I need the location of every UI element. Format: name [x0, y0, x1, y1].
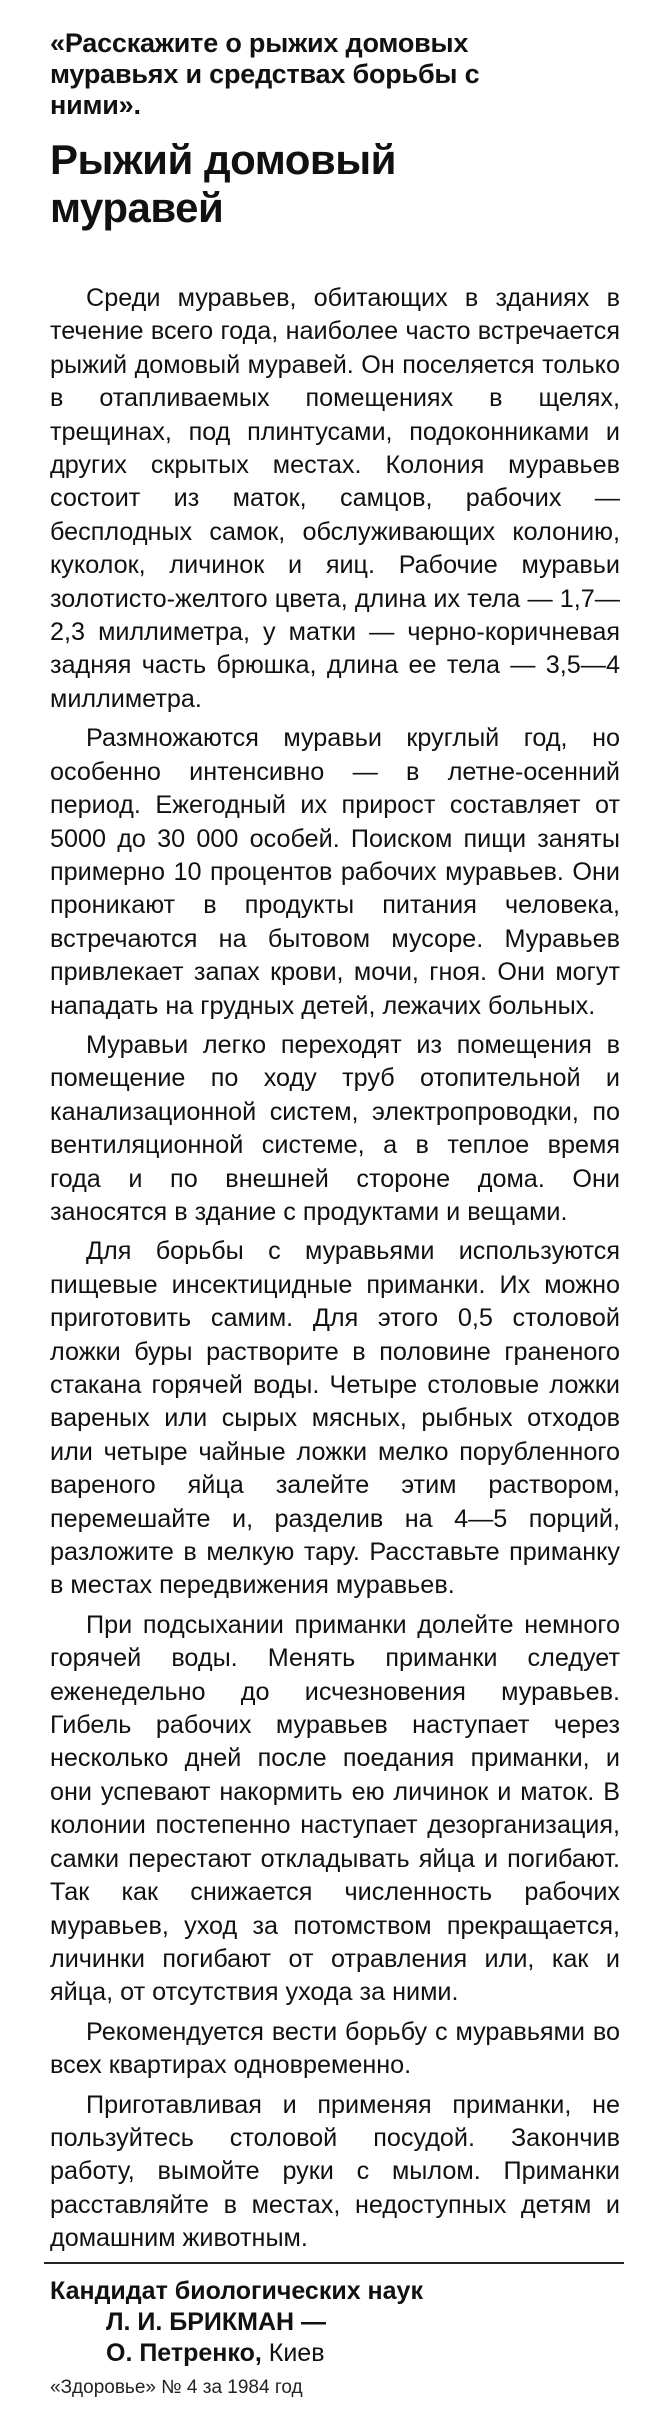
signature-divider [44, 2262, 624, 2264]
source-citation: «Здоровье» № 4 за 1984 год [50, 2377, 303, 2398]
paragraph-1: Среди муравьев, обитающих в зданиях в течение всего года, наиболее часто встречается рыжий домовый муравей. Он поселяется только в отапливаемых помещениях в щелях, трещинах, под плинтусами, подоконниками и других скрытых местах. Колония муравьев состоит из маток, самцов, рабочих — бесплодных самок, обслуживающих колонию, куколок, личинок и яиц. Рабочие муравьи золотисто-желтого цвета, длина их тела — 1,7—2,3 миллиметра, у матки — черно-коричневая задняя часть брюшка, длина ее тела — 3,5—4 миллиметра. [50, 284, 620, 713]
article-body [50, 282, 620, 2262]
author-degree: Кандидат биологических наук [50, 2277, 423, 2305]
author-name-2: О. Петренко, [106, 2339, 262, 2367]
paragraph-5: При подсыхании приманки долейте немного горячей воды. Менять приманки следует еженедельно до исчезновения муравьев. Гибель рабочих муравьев наступает через несколько дней после поедания приманки, и они успевают накормить ею личинок и маток. В колонии постепенно наступает дезорганизация, самки перестают откладывать яйца и погибают. Так как снижается численность рабочих муравьев, уход за потомством прекращается, личинки погибают от отравления или, как и яйца, от отсутствия ухода за ними. [50, 1610, 620, 2007]
author-signature [50, 2276, 610, 2369]
author-city: Киев [268, 2339, 325, 2367]
reader-question: «Расскажите о рыжих домовых муравьях и средствах борьбы с ними». [50, 28, 480, 120]
paragraph-6: Рекомендуется вести борьбу с муравьями во всех квартирах одновременно. [50, 2017, 620, 2080]
author-name-1: Л. И. БРИКМАН — [106, 2308, 327, 2336]
paragraph-7: Приготавливая и применяя приманки, не пользуйтесь столовой посудой. Закончив работу, вымойте руки с мылом. Приманки расставляйте в местах, недоступных детям и домашним животным. [50, 2090, 620, 2253]
author-line-2 [50, 2338, 610, 2369]
paragraph-4: Для борьбы с муравьями используются пищевые инсектицидные приманки. Их можно приготовить самим. Для этого 0,5 столовой ложки буры растворите в половине граненого стакана горячей воды. Четыре столовые ложки вареных или сырых мясных, рыбных отходов или четыре чайные ложки мелко порубленного вареного яйца залейте этим раствором, перемешайте и, разделив на 4—5 порций, разложите в мелкую тару. Расставьте приманку в местах передвижения муравьев. [50, 1237, 620, 1600]
paragraph-2: Размножаются муравьи круглый год, но особенно интенсивно — в летне-осенний период. Ежегодный их прирост составляет от 5000 до 30 000 особей. Поиском пищи заняты примерно 10 процентов рабочих муравьев. Они проникают в продукты питания человека, встречаются на бытовом мусоре. Муравьев привлекает запах крови, мочи, гноя. Они могут нападать на грудных детей, лежачих больных. [50, 724, 620, 1020]
article-title: Рыжий домовый муравей [50, 136, 396, 231]
paragraph-3: Муравьи легко переходят из помещения в помещение по ходу труб отопительной и канализационной систем, электропроводки, по вентиляционной системе, а в теплое время года и по внешней стороне дома. Они заносятся в здание с продуктами и вещами. [50, 1030, 620, 1226]
